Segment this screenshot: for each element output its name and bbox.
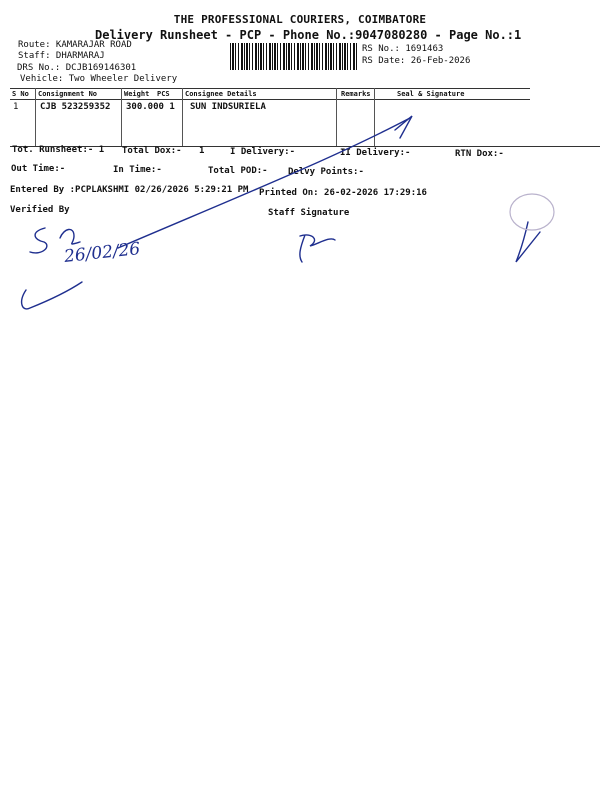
verified-by-label: Verified By [10, 205, 70, 215]
rs-number: RS No.: 1691463 [362, 44, 444, 54]
delvy-points-label: Delvy Points:- [288, 167, 364, 177]
i-delivery-label: I Delivery:- [230, 147, 296, 157]
verifier-signature [30, 228, 47, 253]
diagonal-line [118, 118, 410, 248]
row-consignee: SUN INDSURIELA [190, 102, 266, 112]
stamp-signature [516, 222, 540, 262]
in-time-label: In Time:- [113, 165, 162, 175]
header-consignment: Consignment No [38, 90, 98, 98]
company-title: THE PROFESSIONAL COURIERS, COIMBATORE [173, 13, 427, 26]
row-weight-pcs: 300.000 1 [126, 102, 175, 112]
total-dox-value: 1 [199, 146, 205, 156]
header-sno: S No [12, 90, 29, 98]
left-margin-mark [22, 282, 82, 309]
row-sno: 1 [13, 102, 19, 112]
header-weight: Weight [124, 90, 150, 98]
total-dox-label: Total Dox:- [122, 146, 182, 156]
header-consignee: Consignee Details [185, 90, 257, 98]
entered-by: Entered By :PCPLAKSHMI 02/26/2026 5:29:21 PM [10, 185, 249, 195]
total-pod-label: Total POD:- [208, 166, 268, 176]
tick-mark [395, 116, 412, 138]
vehicle-label: Vehicle: Two Wheeler Delivery [20, 74, 178, 84]
staff-signature-label: Staff Signature [268, 208, 350, 218]
ii-delivery-label: II Delivery:- [340, 148, 411, 158]
out-time-label: Out Time:- [11, 164, 66, 174]
tot-runsheet: Tot. Runsheet:- 1 [12, 145, 105, 155]
header-pcs: PCS [157, 90, 170, 98]
runsheet-subtitle: Delivery Runsheet - PCP - Phone No.:9047080280 - Page No.:1 [95, 28, 522, 42]
rs-date: RS Date: 26-Feb-2026 [362, 56, 471, 66]
row-consignment: CJB 523259352 [40, 102, 111, 112]
staff-signature [300, 235, 335, 262]
rubber-stamp [510, 194, 554, 230]
handwritten-date: 26/02/26 [63, 239, 142, 267]
verifier-signature [60, 229, 80, 244]
header-remarks: Remarks [341, 90, 371, 98]
route-label: Route: KAMARAJAR ROAD [18, 40, 132, 50]
printed-on: Printed On: 26-02-2026 17:29:16 [259, 188, 427, 198]
staff-label: Staff: DHARMARAJ [18, 51, 105, 61]
drs-number: DRS No.: DCJB169146301 [17, 63, 137, 73]
rtn-dox-label: RTN Dox:- [455, 149, 504, 159]
header-seal-signature: Seal & Signature [397, 90, 465, 98]
